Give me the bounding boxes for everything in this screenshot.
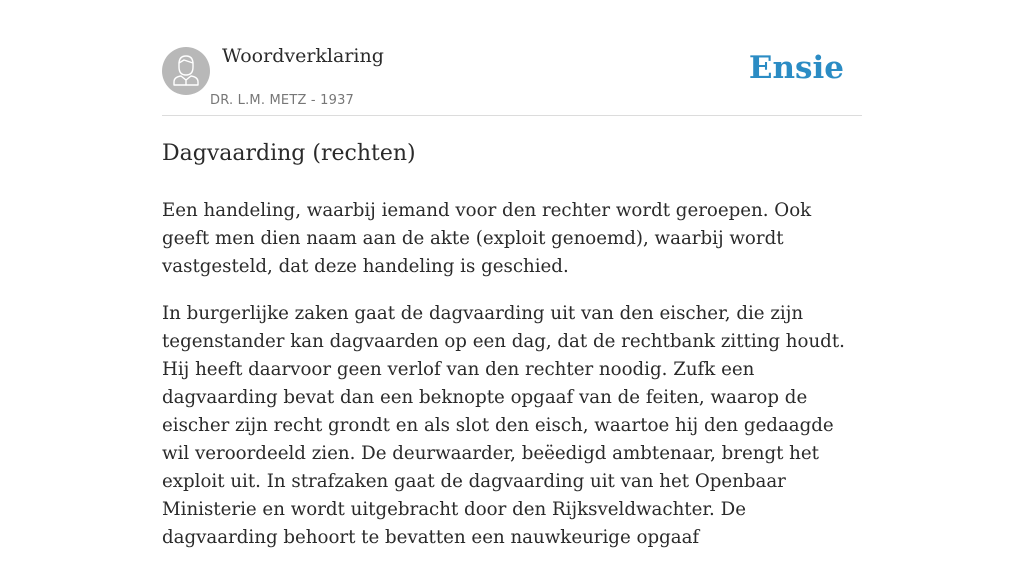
source-title[interactable]: Woordverklaring <box>222 45 384 67</box>
brand-logo[interactable]: Ensie <box>748 50 844 86</box>
article-paragraph: Een handeling, waarbij iemand voor den rechter wordt geroepen. Ook geeft men dien naam aan de akte (exploit genoemd), waarbij wordt vastgesteld, dat deze handeling is geschied. <box>162 200 812 277</box>
article-title: Dagvaarding (rechten) <box>162 141 416 166</box>
article <box>162 138 862 571</box>
source-author[interactable]: DR. L.M. METZ - 1937 <box>210 93 355 108</box>
article-paragraph: In burgerlijke zaken gaat de dagvaarding uit van den eischer, die zijn tegenstander kan dagvaarden op een dag, dat de rechtbank zitting houdt. Hij heeft daarvoor geen verlof van den rechter noodig. Zufk een dagvaarding bevat dan een beknopte opgaaf van de feiten, waarop de eischer zijn recht grondt en als slot den eisch, waartoe hij den gedaagde wil veroordeeld zien. De deurwaarder, beëedigd ambtenaar, brengt het exploit uit. In strafzaken gaat de dagvaarding uit van het Openbaar Ministerie en wordt uitgebracht door den Rijksveldwachter. De dagvaarding behoort te bevatten een nauwkeurige opgaaf <box>162 303 845 548</box>
user-silhouette-icon <box>162 47 210 95</box>
author-avatar[interactable] <box>162 47 210 95</box>
header <box>162 0 862 116</box>
